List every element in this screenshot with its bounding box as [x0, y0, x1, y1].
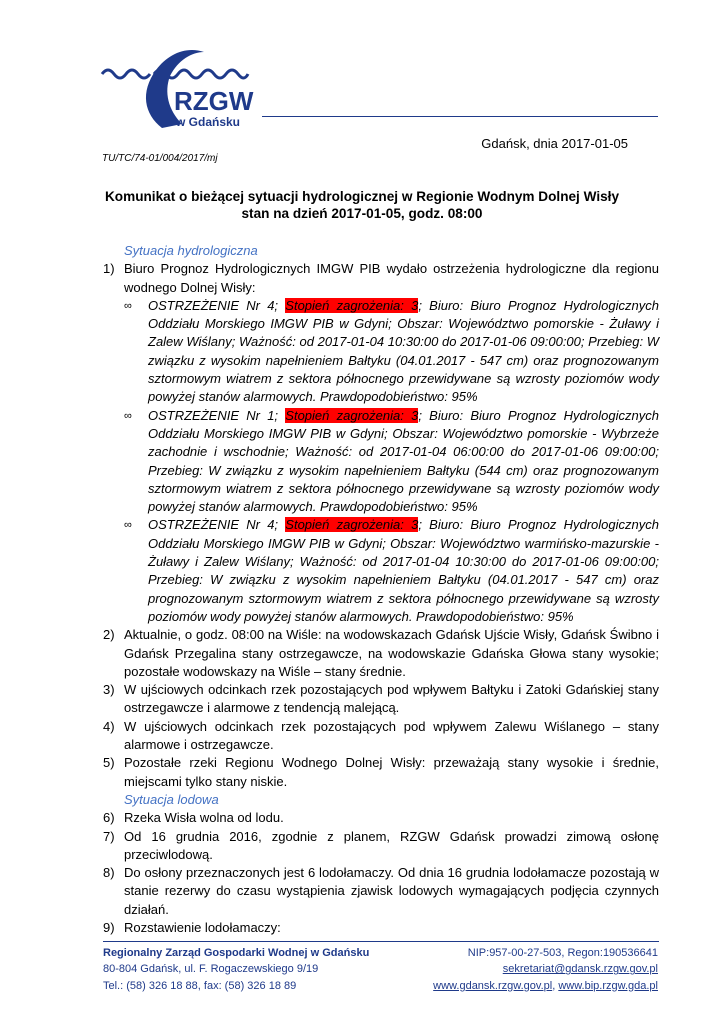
list-item: [103, 626, 659, 681]
warning-item: [103, 297, 659, 407]
document-date: Gdańsk, dnia 2017-01-05: [481, 136, 628, 151]
warning-item: [103, 407, 659, 517]
item-text: Rozstawienie lodołamaczy:: [124, 919, 281, 935]
item-number: 3): [103, 682, 115, 698]
rzgw-wave-logo-icon: [100, 44, 260, 132]
warning-number: OSTRZEŻENIE Nr 4;: [148, 517, 286, 533]
item-number: 7): [103, 828, 115, 844]
document-title: Komunikat o bieżącej sytuacji hydrologicznej w Regionie Wodnym Dolnej Wisły: [104, 189, 619, 204]
warning-text: [148, 407, 659, 517]
footer-phone: Tel.: (58) 326 18 88, fax: (58) 326 18 89: [103, 979, 297, 992]
footer-bip-link[interactable]: www.bip.rzgw.gda.pl: [558, 979, 658, 992]
infinity-bullet-icon: ∞: [124, 409, 132, 422]
threat-level-highlight: Stopień zagrożenia: 3: [285, 407, 419, 423]
item-number: 5): [103, 755, 115, 771]
item-text: Aktualnie, o godz. 08:00 na Wiśle: na wodowskazach Gdańsk Ujście Wisły, Gdańsk Świbno i Gdańsk Przegalina stany ostrzegawcze, na wodowskazie Gdańska Głowa stany wysokie; pozostałe wodowskazy na Wiśle – stany średnie.: [124, 627, 659, 679]
footer-left: [103, 945, 369, 994]
footer-address: 80-804 Gdańsk, ul. F. Rogaczewskiego 9/19: [103, 963, 319, 976]
list-item: [103, 754, 659, 791]
footer-link-separator: ,: [552, 979, 559, 992]
infinity-bullet-icon: ∞: [124, 299, 132, 312]
document-body: [103, 242, 659, 937]
threat-level-highlight: Stopień zagrożenia: 3: [285, 297, 419, 313]
item-number: 4): [103, 718, 115, 734]
logo-text-city: w Gdańsku: [176, 115, 241, 129]
item-text: W ujściowych odcinkach rzek pozostających pod wpływem Zalewu Wiślanego – stany alarmowe i ostrzegawcze.: [124, 718, 659, 753]
infinity-bullet-icon: ∞: [124, 519, 132, 532]
warning-list: [103, 297, 659, 626]
logo-text-rzgw: RZGW: [174, 86, 254, 116]
item-number: 6): [103, 810, 115, 826]
list-item: [103, 919, 659, 937]
rzgw-logo: [100, 44, 260, 132]
list-item: [103, 864, 659, 919]
warning-number: OSTRZEŻENIE Nr 4;: [148, 297, 286, 313]
warning-item: [103, 516, 659, 626]
list-item: [103, 809, 659, 827]
warning-text: [148, 297, 659, 407]
warning-text: [148, 516, 659, 626]
header-divider: [262, 116, 658, 117]
item-text: Rzeka Wisła wolna od lodu.: [124, 810, 284, 826]
footer-nip: NIP:957-00-27-503, Regon:190536641: [467, 947, 658, 959]
item-text: Do osłony przeznaczonych jest 6 lodołamaczy. Od dnia 16 grudnia lodołamacze pozostają w stanie rezerwy do czasu wystąpienia zjawisk lodowych wymagających podjęcia czynnych działań.: [124, 865, 659, 917]
footer-organization: Regionalny Zarząd Gospodarki Wodnej w Gdańsku: [103, 947, 370, 959]
warning-details: ; Biuro: Biuro Prognoz Hydrologicznych Oddziału Morskiego IMGW PIB w Gdyni; Obszar: Województwo pomorskie - Żuławy i Zalew Wiślany; Ważność: od 2017-01-04 10:30:00 do 2017-01-06 09:00:00; Przebieg: W związku z wysokim napełnieniem Bałtyku (04.01.2017 - 547 cm) oraz prognozowanym sztormowym wiatrem z sektora północnego przewidywane są wzrosty poziomów wody powyżej stanów alarmowych. Prawdopodobieństwo: 95%: [148, 297, 659, 405]
document-subtitle: stan na dzień 2017-01-05, godz. 08:00: [241, 206, 483, 221]
item-text: Pozostałe rzeki Regionu Wodnego Dolnej Wisły: przeważają stany wysokie i średnie, miejscami tylko stany niskie.: [124, 755, 659, 789]
warning-number: OSTRZEŻENIE Nr 1;: [148, 407, 286, 423]
list-item: [103, 718, 659, 755]
item-number: 1): [103, 261, 115, 277]
item-number: 2): [103, 627, 115, 643]
footer-email-link[interactable]: sekretariat@gdansk.rzgw.gov.pl: [502, 963, 658, 976]
reference-number: TU/TC/74-01/004/2017/mj: [102, 153, 218, 164]
list-item: [103, 681, 659, 718]
item-number: 9): [103, 919, 115, 935]
item-text: W ujściowych odcinkach rzek pozostających pod wpływem Bałtyku i Zatoki Gdańskiej stany ostrzegawcze i alarmowe z tendencją malejącą.: [124, 682, 659, 716]
footer-website-link[interactable]: www.gdansk.rzgw.gov.pl: [433, 979, 553, 992]
list-item: [103, 828, 659, 865]
footer-divider: [103, 941, 659, 942]
item-text: Od 16 grudnia 2016, zgodnie z planem, RZGW Gdańsk prowadzi zimową osłonę przeciwlodową.: [124, 828, 659, 862]
section-heading-hydrological: Sytuacja hydrologiczna: [124, 243, 258, 258]
footer-right: [433, 945, 658, 994]
warning-details: ; Biuro: Biuro Prognoz Hydrologicznych Oddziału Morskiego IMGW PIB w Gdyni; Obszar: Województwo warmińsko-mazurskie - Żuławy i Zalew Wiślany; Ważność: od 2017-01-04 10:30:00 do 2017-01-06 09:00:00; Przebieg: W związku z wysokim napełnieniem Bałtyku (04.01.2017 - 547 cm) oraz prognozowanym sztormowym wiatrem z sektora północnego przewidywane są wzrosty poziomów wody powyżej stanów alarmowych. Prawdopodobieństwo: 95%: [148, 517, 659, 624]
item-text: Biuro Prognoz Hydrologicznych IMGW PIB wydało ostrzeżenia hydrologiczne dla regionu wodnego Dolnej Wisły:: [124, 261, 659, 295]
item-number: 8): [103, 865, 115, 881]
threat-level-highlight: Stopień zagrożenia: 3: [285, 517, 419, 533]
section-heading-ice: Sytuacja lodowa: [124, 791, 219, 807]
warning-details: ; Biuro: Biuro Prognoz Hydrologicznych Oddziału Morskiego IMGW PIB w Gdyni; Obszar: Województwo pomorskie - Wybrzeże zachodnie i wschodnie; Ważność: od 2017-01-04 06:00:00 do 2017-01-06 09:00:00; Przebieg: W związku z wysokim napełnieniem Bałtyku (544 cm) oraz prognozowanym sztormowym wiatrem z sektora północnego przewidywane są wzrosty poziomów wody powyżej stanów alarmowych. Prawdopodobieństwo: 95%: [148, 407, 659, 515]
list-item: [103, 260, 659, 297]
